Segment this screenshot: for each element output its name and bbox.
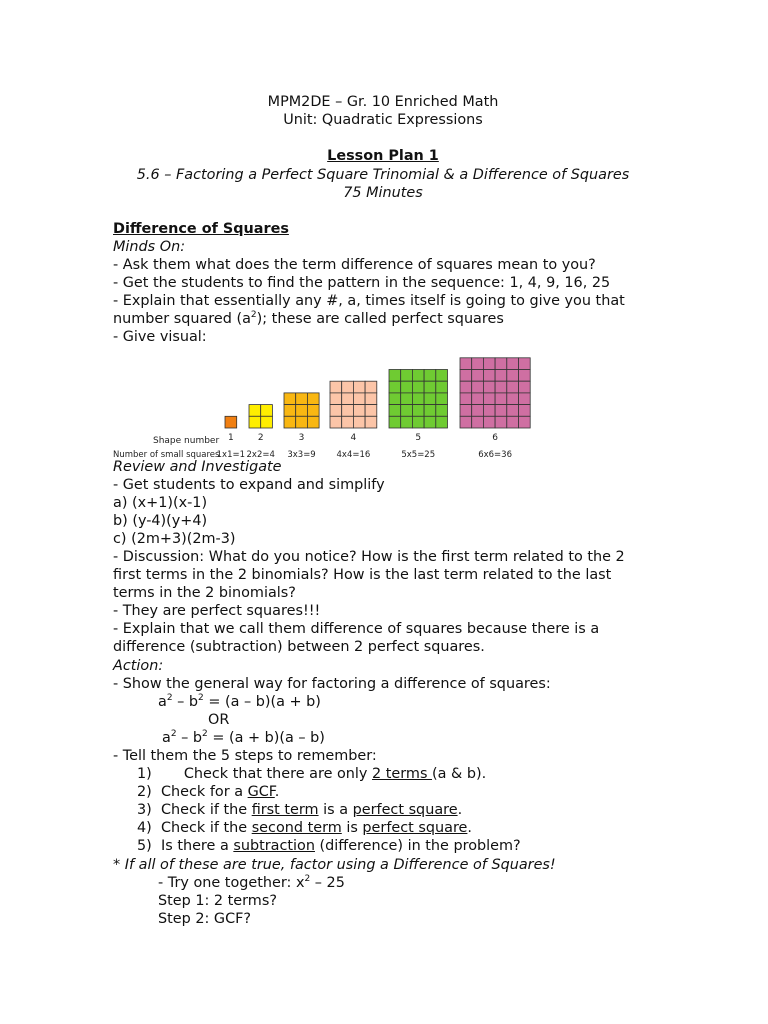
review-line: - Explain that we call them difference of squares because there is a <box>113 621 600 637</box>
grid-cell <box>284 393 296 405</box>
shape-number: 1 <box>227 433 234 443</box>
grid-cell <box>353 393 365 405</box>
grid-cell <box>472 393 484 405</box>
step-text: Check for a <box>161 784 248 800</box>
grid-cell <box>495 358 507 370</box>
grid-cell <box>519 393 531 405</box>
grid-cell <box>389 370 401 382</box>
step-text: Check if the <box>161 802 252 818</box>
grid-cell <box>483 416 495 428</box>
grid-cell <box>483 381 495 393</box>
shape-number: 4 <box>350 433 357 443</box>
review-line: c) (2m+3)(2m-3) <box>113 531 236 547</box>
minds-on-line: - Give visual: <box>113 329 207 345</box>
action-line: - Show the general way for factoring a difference of squares: <box>113 676 551 692</box>
step-keyword: perfect square <box>352 802 458 818</box>
unit-title: Unit: Quadratic Expressions <box>283 112 483 128</box>
grid-cell <box>342 416 354 428</box>
grid-cell <box>353 405 365 417</box>
grid-cell <box>436 370 448 382</box>
grid-cell <box>495 405 507 417</box>
grid-cell <box>519 381 531 393</box>
grid-cell <box>389 405 401 417</box>
grid-cell <box>519 370 531 382</box>
grid-cell <box>507 358 519 370</box>
grid-cell <box>225 416 237 428</box>
grid-cell <box>412 381 424 393</box>
grid-cell <box>472 416 484 428</box>
grid-cell <box>424 381 436 393</box>
grid-cell <box>424 405 436 417</box>
grid-cell <box>424 416 436 428</box>
section-heading: Difference of Squares <box>113 221 289 237</box>
formula-2: $a^2 - b^2 = (a + b)(a - b)$ <box>162 729 325 746</box>
shape-number: 2 <box>257 433 264 443</box>
grid-cell <box>330 381 342 393</box>
square-count: 2x2=4 <box>246 450 275 460</box>
grid-cell <box>412 416 424 428</box>
square-count: 3x3=9 <box>287 450 316 460</box>
grid-cell <box>519 358 531 370</box>
step-item <box>137 819 472 837</box>
step-check-line: Step 2: GCF? <box>158 911 252 927</box>
grid-cell <box>472 370 484 382</box>
grid-cell <box>261 405 273 417</box>
lesson-subtitle: 5.6 – Factoring a Perfect Square Trinomial & a Difference of Squares <box>136 167 630 183</box>
grid-cell <box>342 405 354 417</box>
lesson-title: Lesson Plan 1 <box>327 148 439 164</box>
grid-cell <box>284 416 296 428</box>
step-item <box>137 801 462 819</box>
review-line: - Discussion: What do you notice? How is the first term related to the 2 <box>113 549 625 565</box>
grid-cell <box>401 381 413 393</box>
grid-cell <box>507 370 519 382</box>
grid-cell <box>495 370 507 382</box>
square-count: 5x5=25 <box>401 450 436 460</box>
grid-cell <box>401 416 413 428</box>
review-line: - Get students to expand and simplify <box>113 477 385 493</box>
review-line: difference (subtraction) between 2 perfect squares. <box>113 639 485 655</box>
grid-cell <box>284 405 296 417</box>
review-line: b) (y-4)(y+4) <box>113 513 208 529</box>
square-count: 1x1=1 <box>216 450 246 460</box>
review-line: first terms in the 2 binomials? How is the last term related to the last <box>113 567 612 583</box>
step-item <box>137 837 521 855</box>
grid-cell <box>342 393 354 405</box>
step-keyword: 2 terms <box>372 766 433 782</box>
minds-on-line: number squared $(a^2)$; these are called perfect squares <box>113 310 504 327</box>
grid-cell <box>401 370 413 382</box>
grid-cell <box>483 370 495 382</box>
grid-cell <box>261 416 273 428</box>
step-number: 3) <box>137 802 152 818</box>
course-title: MPM2DE – Gr. 10 Enriched Math <box>267 94 499 110</box>
grid-cell <box>519 405 531 417</box>
step-text: . <box>467 820 472 836</box>
grid-cell <box>307 405 319 417</box>
grid-cell <box>424 393 436 405</box>
lesson-duration: 75 Minutes <box>343 185 423 201</box>
step-number: 2) <box>137 784 152 800</box>
grid-cell <box>507 381 519 393</box>
formula-1: $a^2 - b^2 = (a - b)(a + b)$ <box>158 693 321 710</box>
grid-cell <box>472 405 484 417</box>
grid-cell <box>249 416 261 428</box>
shape-number: 6 <box>492 433 498 443</box>
step-keyword: second term <box>251 820 342 836</box>
step-text: . <box>457 802 463 818</box>
grid-cell <box>495 416 507 428</box>
factor-note: * If all of these are true, factor using a Difference of Squares! <box>113 857 556 873</box>
grid-cell <box>401 405 413 417</box>
grid-cell <box>365 405 377 417</box>
step-text: Is there a <box>161 838 234 854</box>
grid-cell <box>460 370 472 382</box>
grid-cell <box>389 381 401 393</box>
grid-cell <box>296 416 308 428</box>
step-number: 5) <box>137 838 152 854</box>
grid-cell <box>507 393 519 405</box>
step-text: is a <box>318 802 353 818</box>
grid-cell <box>507 416 519 428</box>
review-line: - They are perfect squares!!! <box>113 603 321 619</box>
grid-cell <box>519 416 531 428</box>
try-one-line: - Try one together: $x^2 - 25$ <box>158 874 345 891</box>
grid-cell <box>342 381 354 393</box>
grid-cell <box>436 405 448 417</box>
grid-cell <box>401 393 413 405</box>
grid-cell <box>472 358 484 370</box>
shape-number: 5 <box>415 433 422 443</box>
formula-or: OR <box>208 712 230 728</box>
step-check-line: Step 1: 2 terms? <box>158 893 277 909</box>
step-text: is <box>341 820 363 836</box>
grid-cell <box>460 393 472 405</box>
square-count: 6x6=36 <box>478 450 512 460</box>
grid-cell <box>353 416 365 428</box>
step-item <box>137 765 486 783</box>
minds-on-heading: Minds On: <box>113 239 186 255</box>
grid-cell <box>296 393 308 405</box>
action-heading: Action: <box>113 658 164 674</box>
grid-cell <box>424 370 436 382</box>
step-keyword: subtraction <box>233 838 315 854</box>
small-squares-label: Number of small squares <box>113 450 220 460</box>
grid-cell <box>365 381 377 393</box>
review-line: terms in the 2 binomials? <box>113 585 296 601</box>
grid-cell <box>389 416 401 428</box>
step-text: Check that there are only <box>161 766 373 782</box>
shape-number-label: Shape number <box>153 436 220 446</box>
grid-cell <box>436 416 448 428</box>
step-number: 4) <box>137 820 152 836</box>
grid-cell <box>330 393 342 405</box>
grid-cell <box>483 393 495 405</box>
grid-cell <box>353 381 365 393</box>
step-keyword: perfect square <box>362 820 468 836</box>
grid-cell <box>507 405 519 417</box>
grid-cell <box>460 416 472 428</box>
minds-on-line: - Explain that essentially any #, a, times itself is going to give you that <box>113 293 625 309</box>
step-text: . <box>274 784 280 800</box>
grid-cell <box>412 370 424 382</box>
grid-cell <box>460 405 472 417</box>
step-keyword: GCF <box>247 784 275 800</box>
minds-on-line: - Ask them what does the term difference of squares mean to you? <box>113 257 596 273</box>
grid-cell <box>483 405 495 417</box>
grid-cell <box>495 381 507 393</box>
grid-cell <box>249 405 261 417</box>
step-text: Check if the <box>161 820 252 836</box>
grid-cell <box>330 405 342 417</box>
grid-cell <box>460 381 472 393</box>
step-number: 1) <box>137 766 152 782</box>
square-count: 4x4=16 <box>336 450 371 460</box>
grid-cell <box>495 393 507 405</box>
review-line: a) (x+1)(x-1) <box>113 495 208 511</box>
grid-cell <box>330 416 342 428</box>
perfect-squares-visual <box>113 342 538 460</box>
grid-cell <box>365 393 377 405</box>
review-heading: Review and Investigate <box>113 459 282 475</box>
grid-cell <box>365 416 377 428</box>
shape-number: 3 <box>298 433 305 443</box>
step-text: (a & b). <box>432 766 487 782</box>
step-keyword: first term <box>251 802 319 818</box>
step-text: (difference) in the problem? <box>314 838 521 854</box>
grid-cell <box>472 381 484 393</box>
grid-cell <box>307 393 319 405</box>
grid-cell <box>307 416 319 428</box>
grid-cell <box>436 381 448 393</box>
grid-cell <box>460 358 472 370</box>
grid-cell <box>296 405 308 417</box>
grid-cell <box>436 393 448 405</box>
action-line: - Tell them the 5 steps to remember: <box>113 748 377 764</box>
grid-cell <box>412 405 424 417</box>
grid-cell <box>389 393 401 405</box>
step-item <box>137 783 279 801</box>
grid-cell <box>412 393 424 405</box>
minds-on-line: - Get the students to find the pattern in the sequence: 1, 4, 9, 16, 25 <box>113 275 611 291</box>
grid-cell <box>483 358 495 370</box>
